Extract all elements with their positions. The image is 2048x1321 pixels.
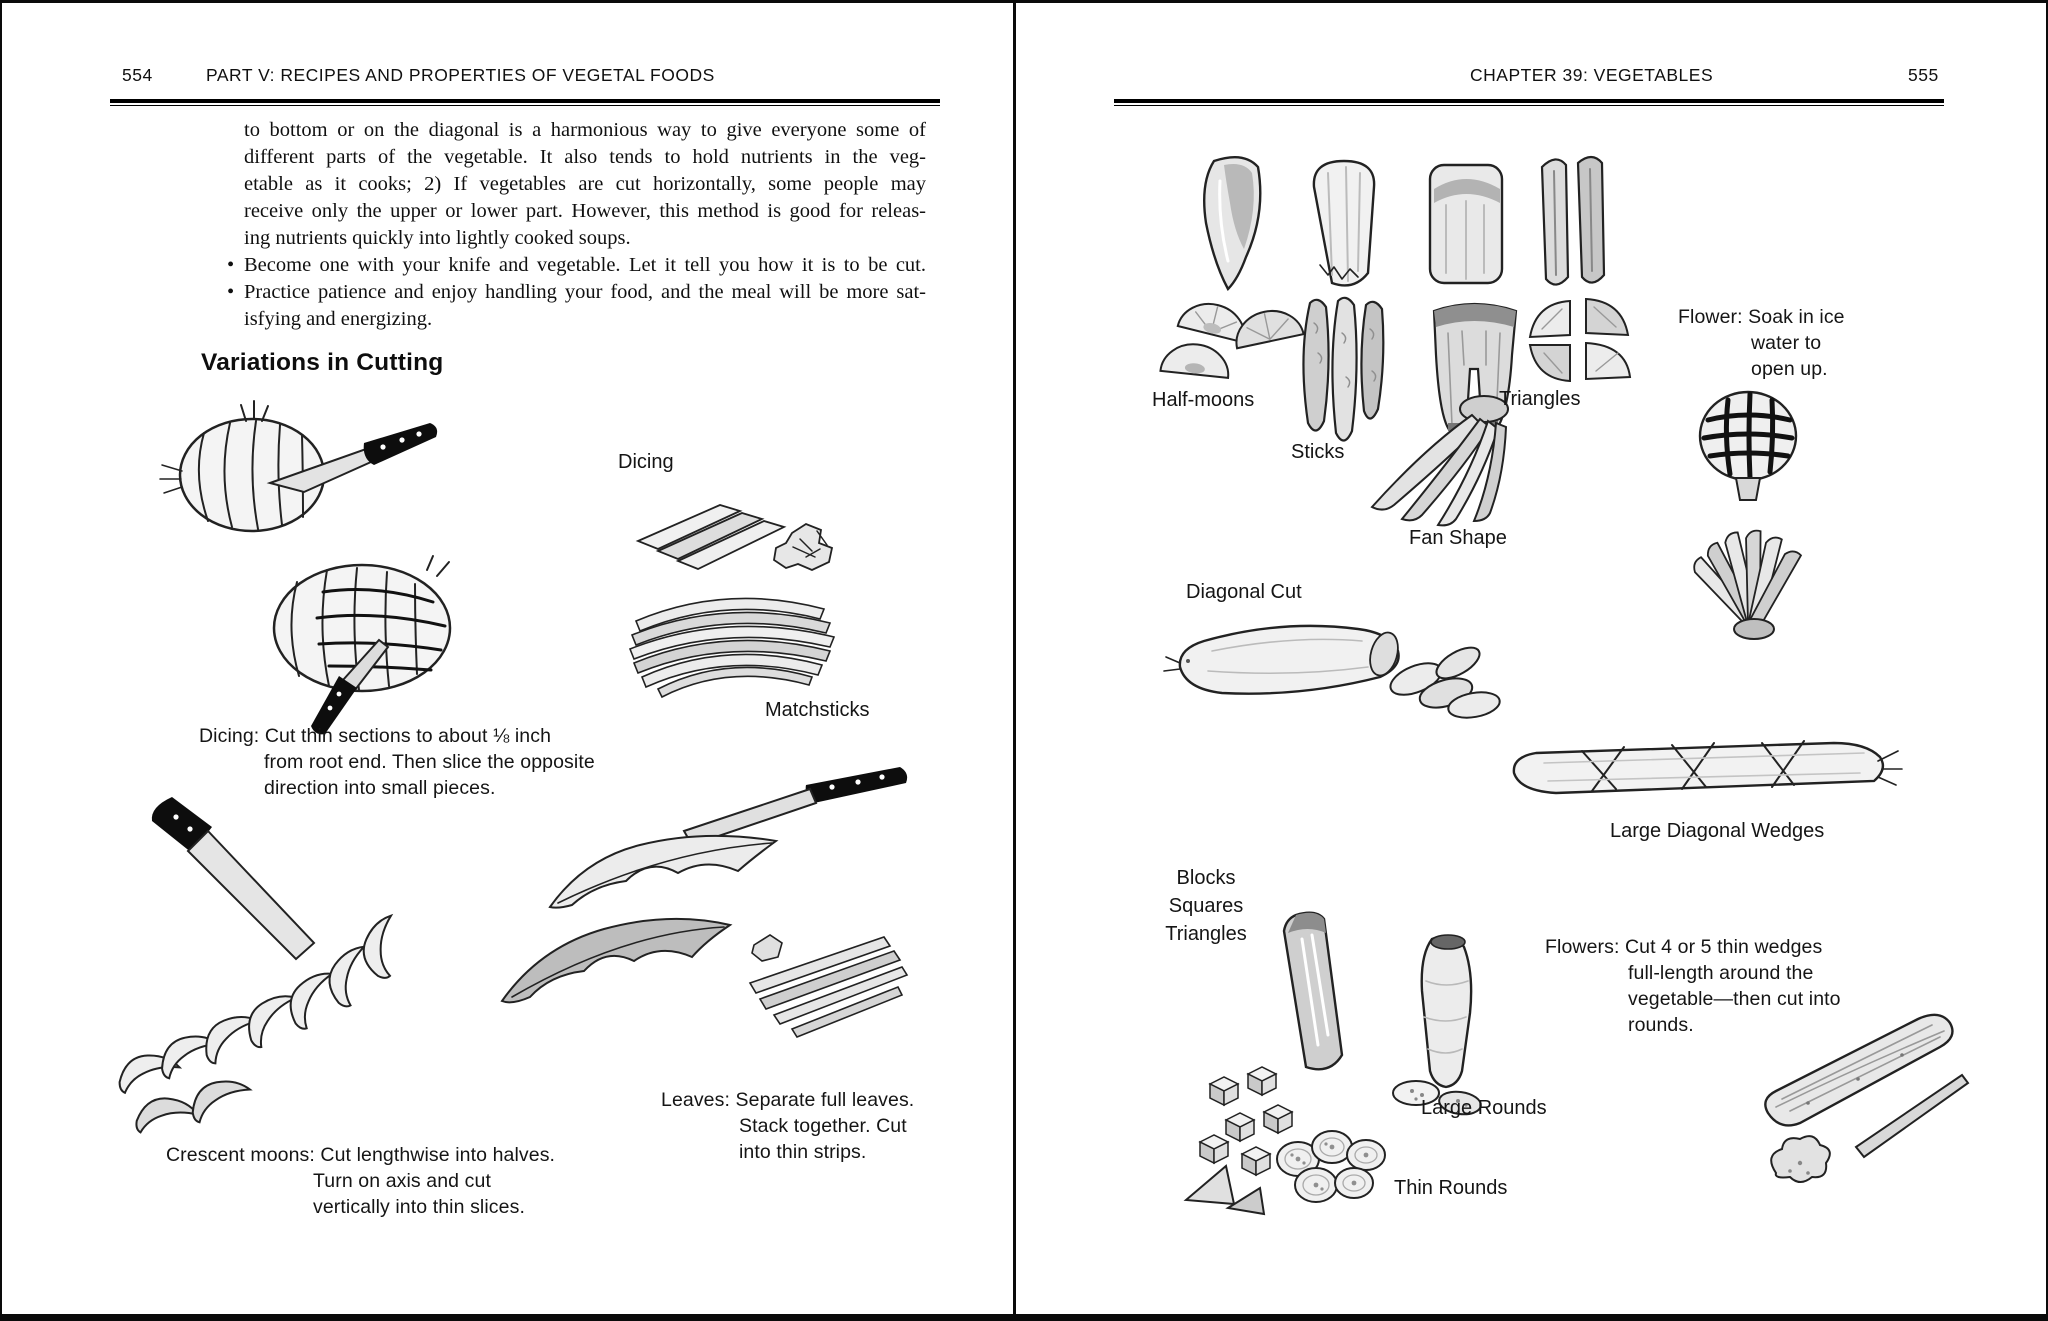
label-blocks-stack [1148,864,1264,948]
paragraph-line: receive only the upper or lower part. However, this method is good for releas- [244,200,926,222]
onion-with-knife-illustration [152,385,442,545]
caption-crescent-moons: Crescent moons: Cut lengthwise into halves. [166,1144,556,1166]
paragraph-line: ing nutrients quickly into lightly cooked soups. [244,227,631,249]
left-running-header: PART V: RECIPES AND PROPERTIES OF VEGETAL FOODS [206,65,715,85]
paragraph-line: to bottom or on the diagonal is a harmonious way to give everyone some of [244,119,926,141]
caption-flowers: rounds. [1628,1014,1694,1036]
right-header-rule [1114,99,1944,106]
caption-leaves: Stack together. Cut [739,1115,907,1137]
label-matchsticks: Matchsticks [765,699,870,721]
matchsticks-illustration [616,569,861,709]
label-triangles-2: Triangles [1165,923,1247,945]
thin-rounds-illustration [1270,1119,1395,1219]
bullet-item: Become one with your knife and vegetable. Let it tell you how it is to be cut. [244,254,926,276]
caption-dicing: Dicing: Cut thin sections to about ⅛ inch [199,725,552,747]
label-triangles: Triangles [1499,388,1581,410]
label-half-moons: Half-moons [1152,389,1255,411]
caption-flower: open up. [1751,358,1828,380]
veg-halved-lengthwise-illustration [1530,149,1618,299]
caption-leaves: into thin strips. [739,1141,867,1163]
label-fan-shape: Fan Shape [1409,527,1507,549]
veg-block-illustration [1422,155,1512,295]
fan-shape-illustration [1354,391,1522,529]
bullet-marker: • [227,281,235,303]
caption-crescent-moons: vertically into thin slices. [313,1196,525,1218]
caption-crescent-moons: Turn on axis and cut [313,1170,491,1192]
right-running-header: CHAPTER 39: VEGETABLES [1470,65,1714,85]
label-blocks: Blocks [1176,867,1236,889]
label-squares: Squares [1168,895,1244,917]
paragraph-line: etable as it cooks; 2) If vegetables are cut horizontally, some people may [244,173,926,195]
right-page-number: 555 [1908,65,1939,85]
caption-flower: Flower: Soak in ice [1678,306,1845,328]
caption-flowers: full-length around the [1628,962,1814,984]
label-dicing: Dicing [618,451,674,473]
label-large-diagonal-wedges: Large Diagonal Wedges [1610,820,1825,842]
label-diagonal-cut: Diagonal Cut [1186,581,1302,603]
bullet-item: Practice patience and enjoy handling your food, and the meal will be more sat- [244,281,926,303]
caption-flowers: vegetable—then cut into [1628,988,1841,1010]
paragraph-line: different parts of the vegetable. It also tends to hold nutrients in the veg- [244,146,926,168]
veg-pointed-piece-illustration [1184,151,1284,296]
veg-rounded-cylinder-illustration [1296,153,1391,298]
flower-crosshatch-illustration [1692,378,1804,508]
flower-cut-stalks-illustration [1738,991,1973,1211]
large-diagonal-wedges-illustration [1504,727,1904,817]
bullet-marker: • [227,254,235,276]
crescent-moons-illustration [114,791,459,1136]
triangle-quarters-illustration [1522,293,1637,388]
caption-flowers: Flowers: Cut 4 or 5 thin wedges [1545,936,1823,958]
label-sticks: Sticks [1291,441,1345,463]
page-gutter-divider [1013,3,1016,1321]
left-header-rule [110,99,940,106]
diagonal-cut-illustration [1162,605,1492,735]
onion-crosshatch-illustration [227,548,497,738]
label-large-rounds: Large Rounds [1421,1097,1547,1119]
large-rounds-illustration [1374,929,1519,1119]
triangle-pieces-illustration [1178,1148,1273,1223]
leaves-illustration [454,765,919,1100]
label-thin-rounds: Thin Rounds [1394,1177,1508,1199]
section-heading: Variations in Cutting [201,349,444,376]
left-page-number: 554 [122,65,153,85]
caption-flower: water to [1751,332,1822,354]
caption-dicing: from root end. Then slice the opposite [264,751,595,773]
flower-opened-illustration [1688,513,1823,648]
caption-leaves: Leaves: Separate full leaves. [661,1089,915,1111]
caption-dicing: direction into small pieces. [264,777,496,799]
half-moons-illustration [1158,285,1308,393]
bullet-item-continuation: isfying and energizing. [244,308,433,330]
